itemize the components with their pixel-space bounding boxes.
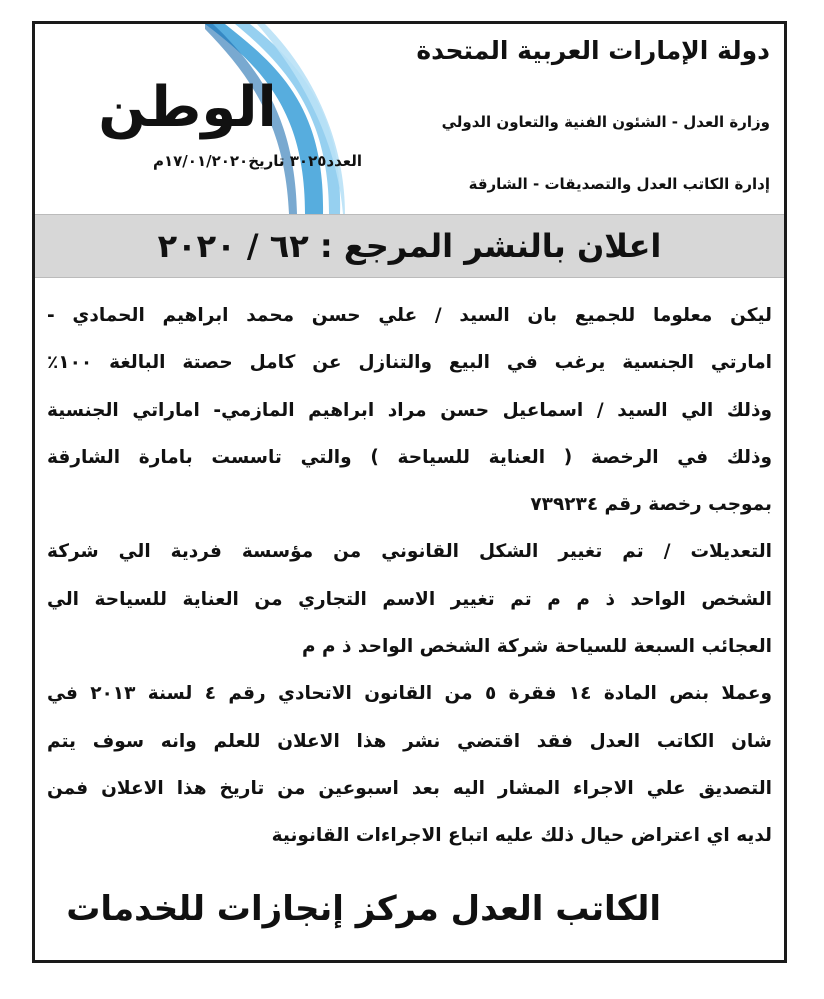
body-line: بموجب رخصة رقم ٧٣٩٢٣٤ [530, 494, 772, 516]
notice-header [35, 24, 784, 214]
issue-line: العدد٣٠٢٥ تاريخ١٧/٠١/٢٠٢٠م [153, 152, 363, 170]
ministry-line: وزارة العدل - الشئون الفنية والتعاون الدولي [441, 113, 770, 131]
body-line: وعملا بنص المادة ١٤ فقرة ٥ من القانون الاتحادي رقم ٤ لسنة ٢٠١٣ في [47, 683, 772, 705]
body-line: وذلك الي السيد / اسماعيل حسن مراد ابراهيم المازمي- اماراتي الجنسية [47, 399, 772, 421]
country-title: دولة الإمارات العربية المتحدة [416, 36, 770, 65]
body-line: امارتي الجنسية يرغب في البيع والتنازل عن كامل حصتة البالغة ١٠٠٪ [47, 352, 772, 374]
logo-text: الوطن [98, 75, 277, 140]
body-line: ليكن معلوما للجميع بان السيد / علي حسن محمد ابراهيم الحمادي - [47, 305, 772, 326]
signature-line: الكاتب العدل مركز إنجازات للخدمات [66, 889, 661, 929]
department-line: إدارة الكاتب العدل والتصديقات - الشارقة [468, 175, 770, 193]
notice-banner [35, 214, 784, 278]
body-line: لديه اي اعتراض حيال ذلك عليه اتباع الاجراءات القانونية [271, 825, 772, 847]
body-line: العجائب السبعة للسياحة شركة الشخص الواحد ذ م م [302, 636, 772, 658]
newspaper-logo [95, 76, 280, 140]
notice-body [47, 292, 772, 860]
notice-frame [32, 21, 787, 963]
government-block [350, 34, 770, 193]
body-line: وذلك في الرخصة ( العناية للسياحة ) والتي تاسست بامارة الشارقة [47, 446, 772, 468]
body-line: الشخص الواحد ذ م م تم تغيير الاسم التجاري من العناية للسياحة الي [47, 588, 772, 610]
body-line: شان الكاتب العدل فقد اقتضي نشر هذا الاعلان للعلم وانه سوف يتم [47, 730, 772, 752]
body-line: التعديلات / تم تغيير الشكل القانوني من مؤسسة فردية الي شركة [47, 541, 772, 563]
body-line: التصديق علي الاجراء المشار اليه بعد اسبوعين من تاريخ هذا الاعلان فمن [47, 777, 772, 799]
banner-title: اعلان بالنشر المرجع : ٦٢ / ٢٠٢٠ [157, 227, 662, 265]
